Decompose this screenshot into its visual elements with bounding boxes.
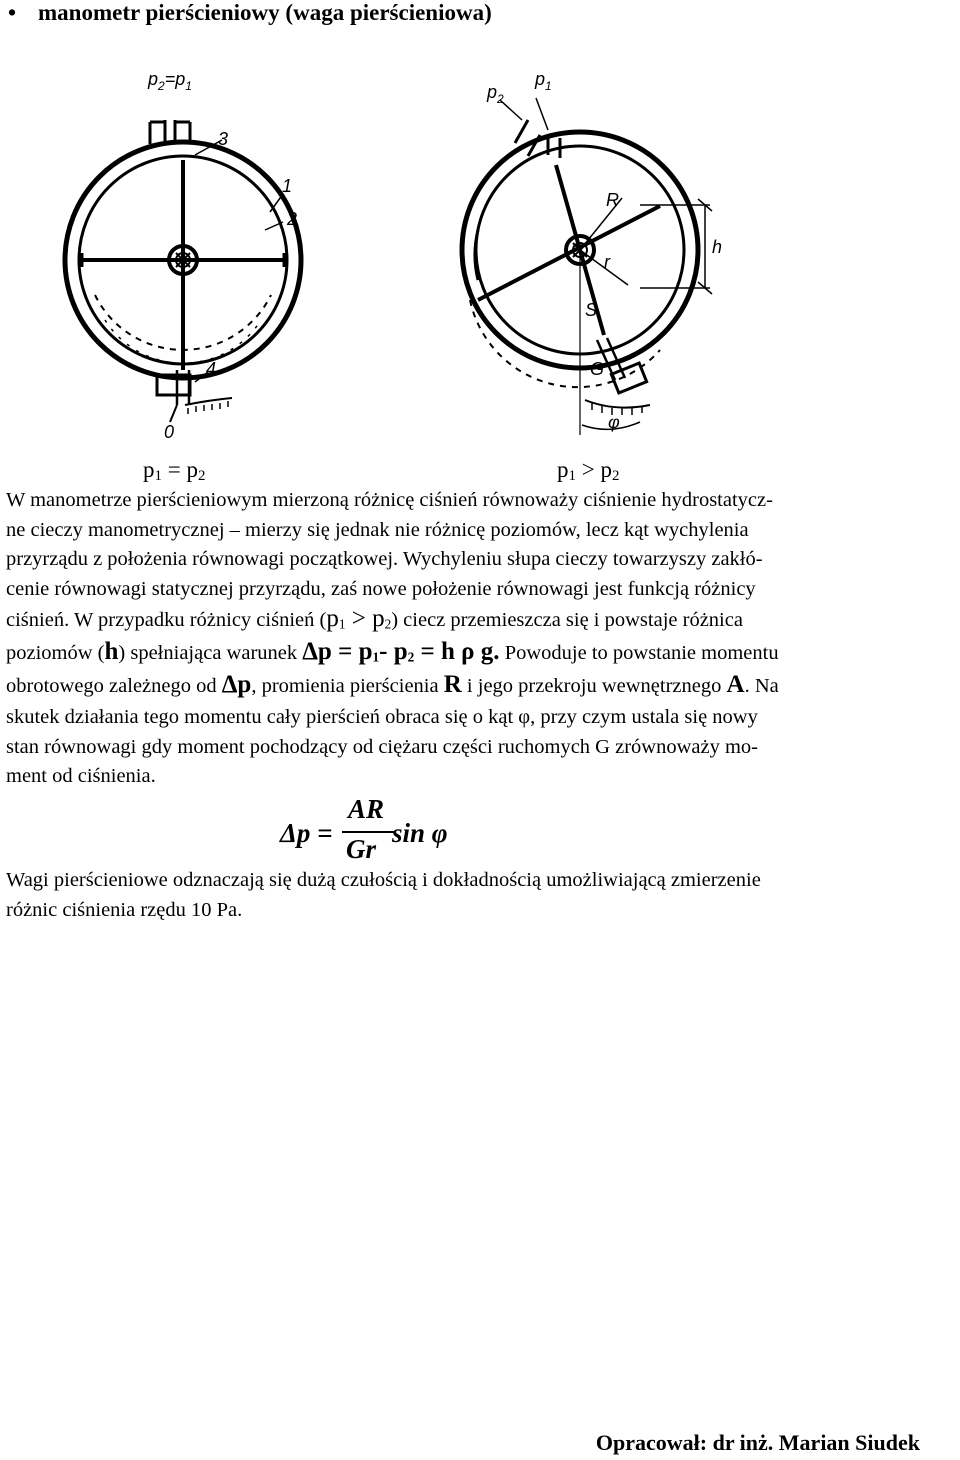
right-gauge-labels [486, 69, 722, 432]
p1-line2: ne cieczy manometrycznej – mierzy się jednak nie różnicę poziomów, lecz kąt wychylenia [6, 518, 749, 541]
label-r: r [604, 252, 610, 272]
title-text: manometr pierścieniowy (waga pierścieniowa) [38, 0, 492, 25]
label-3: 3 [218, 129, 229, 149]
bullet-icon: • [8, 0, 17, 25]
label-R: R [606, 190, 619, 210]
caption-left: $p_1 = p_2$ [143, 457, 206, 484]
p1-line3: przyrządu z położenia równowagi początkowej. Wychyleniu słupa cieczy towarzyszy zakłó- [6, 548, 763, 570]
label-h: h [712, 237, 723, 257]
caption-right: $p_1 > p_2$ [557, 457, 620, 484]
p2-line2: różnic ciśnienia rzędu 10 Pa. [6, 898, 243, 921]
p1-line5: ciśnień. W przypadku różnicy ciśnień $(p_1 > p_2)$ ciecz przemieszcza się i powstaje różnica [6, 605, 743, 632]
p1-line1: W manometrze pierścieniowym mierzoną różnicę ciśnień równoważy ciśnienie hydrostatycz- [6, 489, 773, 511]
label-4: 4 [206, 359, 217, 379]
formula-numerator: AR [348, 794, 385, 824]
label-G: G [590, 359, 605, 379]
p1-line7: obrotowego zależnego od Δp, promienia pierścienia R i jego przekroju wewnętrznego A. Na [6, 671, 779, 698]
formula-rhs: sin φ [392, 818, 448, 848]
right-p2-label: $p_2$ [487, 82, 504, 106]
left-gauge [65, 120, 301, 422]
p1-line4: cenie równowagi statycznej przyrządu, zaś nowe położenie równowagi jest funkcją różnicy [6, 577, 756, 600]
right-p1-label: $p_1$ [535, 69, 552, 93]
author-footer: Opracował: dr inż. Marian Siudek [595, 1430, 920, 1455]
formula-denominator: Gr [346, 834, 377, 864]
paragraph-main [6, 486, 954, 792]
formula-lhs: Δp = [280, 818, 333, 848]
p1-line10: ment od ciśnienia. [6, 765, 156, 787]
p2-line1: Wagi pierścieniowe odznaczają się dużą czułością i dokładnością umożliwiającą zmierzenie [6, 869, 761, 891]
page-title [8, 0, 492, 26]
label-S: S [585, 300, 598, 320]
label-0: 0 [164, 422, 175, 442]
label-phi: φ [608, 412, 620, 432]
label-2: 2 [287, 209, 298, 229]
formula-fraction-line [342, 831, 394, 833]
right-gauge [462, 98, 712, 435]
p1-line8: skutek działania tego momentu cały pierścień obraca się o kąt φ, przy czym ustala się nowy [6, 706, 758, 728]
figure-ring-manometers [0, 60, 960, 460]
p1-line6: poziomów (h) spełniająca warunek $\Delta p = p_1-$ $p_2 = h$ ρ g. Powoduje to powstanie momentu [6, 638, 779, 665]
p1-line9: stan równowagi gdy moment pochodzący od ciężaru części ruchomych G zrównoważy mo- [6, 735, 758, 758]
label-1: 1 [282, 176, 293, 196]
paragraph-conclusion [6, 866, 954, 925]
left-p2-label: $p_2=p_1$ [148, 69, 192, 93]
